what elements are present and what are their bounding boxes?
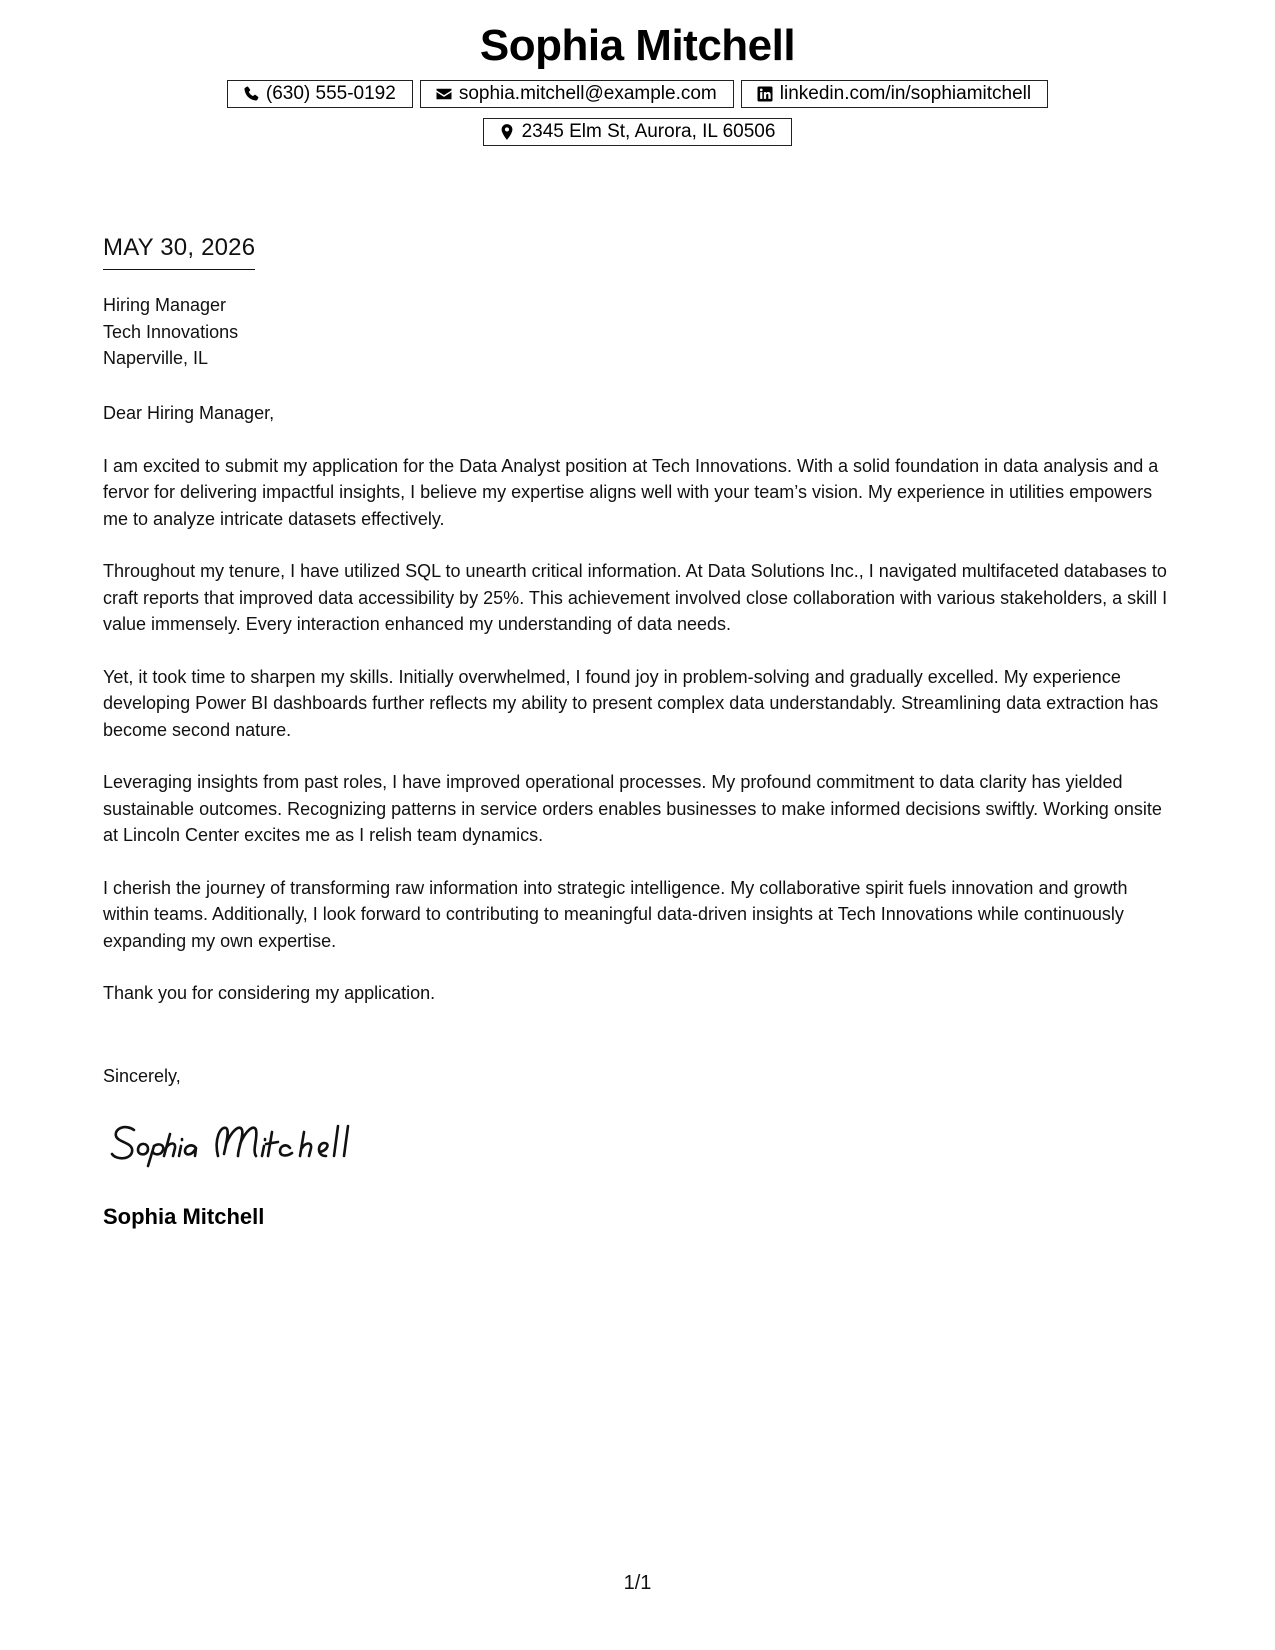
email-address: sophia.mitchell@example.com: [458, 83, 717, 104]
street-address: 2345 Elm St, Aurora, IL 60506: [521, 121, 776, 142]
signer-name: Sophia Mitchell: [103, 1204, 265, 1229]
contact-phone: [227, 80, 413, 108]
recipient-block: [103, 292, 238, 372]
contact-row: [0, 80, 1275, 108]
letter-date: MAY 30, 2026: [103, 233, 255, 270]
closing-phrase: Sincerely,: [103, 1066, 181, 1086]
phone-icon: [242, 85, 260, 103]
body-paragraph: Throughout my tenure, I have utilized SQL to unearth critical information. At Data Solutions Inc., I navigated multifaceted databases to craft reports that improved data accessibility by 25%. This achievement involved close collaboration with various stakeholders, a skill I value immensely. Every interaction enhanced my understanding of data needs.: [103, 561, 1168, 634]
applicant-name-heading: Sophia Mitchell: [479, 21, 796, 70]
body-paragraph: I cherish the journey of transforming raw information into strategic intelligence. My collaborative spirit fuels innovation and growth within teams. Additionally, I look forward to contributing to meaningful data-driven insights at Tech Innovations while continuously expanding my own expertise.: [103, 877, 1128, 951]
body-paragraph: Yet, it took time to sharpen my skills. Initially overwhelmed, I found joy in problem-solving and gradually excelled. My experience developing Power BI dashboards further reflects my ability to present complex data understandably. Streamlining data extraction has become second nature.: [103, 666, 1159, 740]
body-paragraph: Leveraging insights from past roles, I have improved operational processes. My profound commitment to data clarity has yielded sustainable outcomes. Recognizing patterns in service orders enables businesses to make informed decisions swiftly. Working onsite at Lincoln Center excites me as I relish team dynamics.: [103, 772, 1162, 845]
envelope-icon: [435, 85, 453, 103]
linkedin-icon: [756, 85, 774, 103]
recipient-title: Hiring Manager: [103, 295, 227, 315]
contact-address: [483, 118, 793, 146]
salutation: Dear Hiring Manager,: [103, 403, 275, 423]
contact-email: [420, 80, 734, 108]
recipient-company: Tech Innovations: [103, 321, 239, 342]
letter-body: [103, 400, 1173, 1033]
phone-number: (630) 555-0192: [265, 83, 396, 104]
linkedin-url: linkedin.com/in/sophiamitchell: [779, 83, 1032, 104]
contact-row-address: [0, 118, 1275, 146]
handwritten-signature: [108, 1110, 368, 1170]
recipient-location: Naperville, IL: [103, 348, 209, 368]
page-number: 1/1: [623, 1572, 652, 1594]
thank-you-line: Thank you for considering my application.: [103, 983, 436, 1003]
map-pin-icon: [498, 123, 516, 141]
contact-linkedin: [741, 80, 1048, 108]
body-paragraph: I am excited to submit my application for the Data Analyst position at Tech Innovations. With a solid foundation in data analysis and a fervor for delivering impactful insights, I believe my expertise aligns well with your team’s vision. My experience in utilities empowers me to analyze intricate datasets effectively.: [103, 455, 1159, 529]
